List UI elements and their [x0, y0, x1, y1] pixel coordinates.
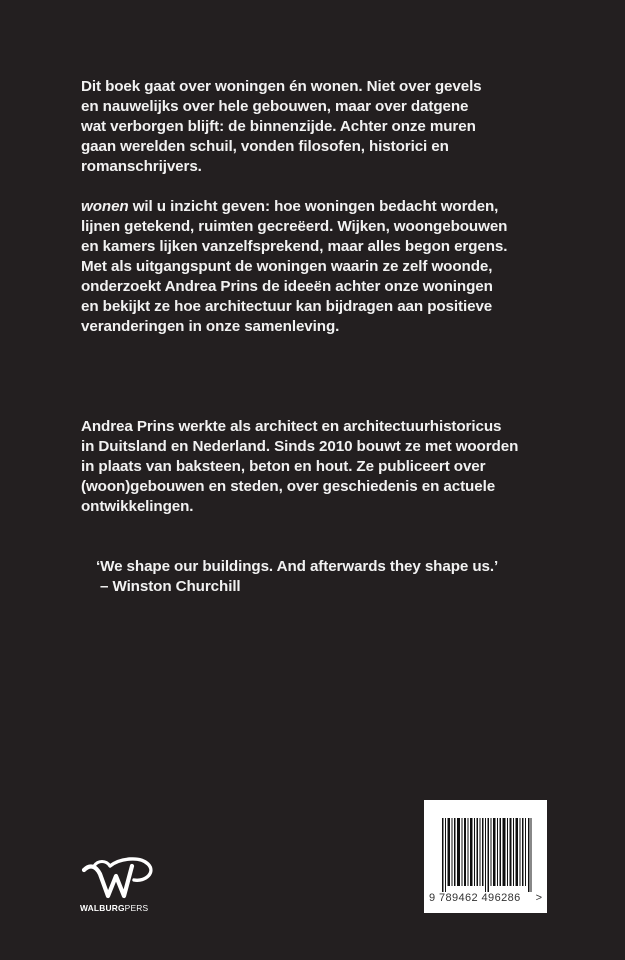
blurb-paragraph-description	[81, 197, 551, 337]
publisher-logo	[80, 856, 160, 916]
text-line: onderzoekt Andrea Prins de ideeën achter onze woningen	[81, 278, 493, 295]
text-line	[81, 197, 551, 217]
isbn-barcode	[424, 800, 547, 913]
quote-text: ‘We shape our buildings. And afterwards they shape us.’	[96, 558, 499, 575]
text-line: veranderingen in onze samenleving.	[81, 318, 340, 335]
text-line: in Duitsland en Nederland. Sinds 2010 bouwt ze met woorden	[81, 438, 519, 455]
quote	[96, 557, 566, 597]
text-line: romanschrijvers.	[81, 158, 202, 175]
text-line: in plaats van baksteen, beton en hout. Ze publiceert over	[81, 458, 486, 475]
wp-monogram-icon	[80, 856, 160, 902]
text-line: Met als uitgangspunt de woningen waarin ze zelf woonde,	[81, 258, 493, 275]
blurb-paragraph-intro	[81, 77, 551, 177]
book-title-italic: wonen	[81, 198, 129, 215]
text-line: en nauwelijks over hele gebouwen, maar over datgene	[81, 98, 469, 115]
quiet-zone-arrow: >	[535, 892, 542, 904]
quote-attribution: – Winston Churchill	[100, 578, 241, 595]
barcode-icon	[442, 818, 532, 892]
wordmark-light: PERS	[124, 903, 149, 913]
text-line: ontwikkelingen.	[81, 498, 194, 515]
wordmark-bold: WALBURG	[80, 903, 125, 913]
text-line: gaan werelden schuil, vonden filosofen, historici en	[81, 138, 449, 155]
text-line: wat verborgen blijft: de binnenzijde. Achter onze muren	[81, 118, 476, 135]
publisher-wordmark	[80, 903, 148, 913]
isbn-number: 9 789462 496286	[429, 892, 521, 904]
text-line: (woon)gebouwen en steden, over geschiedenis en actuele	[81, 478, 496, 495]
text-line: en kamers lijken vanzelfsprekend, maar alles begon ergens.	[81, 238, 508, 255]
text-line: lijnen getekend, ruimten gecreëerd. Wijken, woongebouwen	[81, 218, 508, 235]
author-bio	[81, 417, 551, 517]
text-line: en bekijkt ze hoe architectuur kan bijdragen aan positieve	[81, 298, 493, 315]
text-line: Andrea Prins werkte als architect en architectuurhistoricus	[81, 418, 502, 435]
text-line: Dit boek gaat over woningen én wonen. Niet over gevels	[81, 78, 482, 95]
text-fragment: wil u inzicht geven: hoe woningen bedacht worden,	[128, 198, 499, 215]
